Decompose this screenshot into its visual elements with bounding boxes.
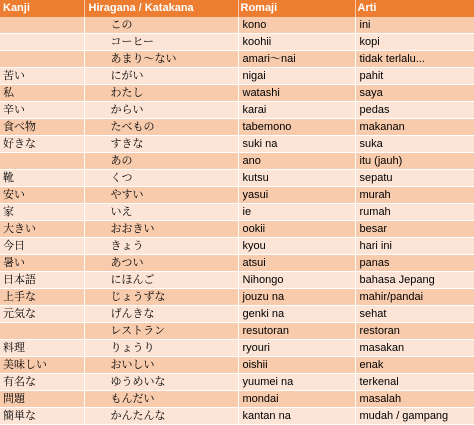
kana-cell: たべもの	[84, 119, 238, 136]
kanji-cell: 苦い	[0, 68, 84, 85]
kana-cell: にがい	[84, 68, 238, 85]
header-hiragana-katakana: Hiragana / Katakana	[84, 0, 238, 17]
arti-cell: enak	[355, 357, 474, 374]
romaji-cell: koohii	[238, 34, 355, 51]
kana-cell: あつい	[84, 255, 238, 272]
romaji-cell: amari〜nai	[238, 51, 355, 68]
romaji-cell: suki na	[238, 136, 355, 153]
romaji-cell: watashi	[238, 85, 355, 102]
table-row	[0, 187, 474, 204]
kanji-cell: 安い	[0, 187, 84, 204]
table-row	[0, 357, 474, 374]
romaji-cell: karai	[238, 102, 355, 119]
kana-cell: りょうり	[84, 340, 238, 357]
kana-cell: おおきい	[84, 221, 238, 238]
table-row	[0, 119, 474, 136]
arti-cell: masakan	[355, 340, 474, 357]
kanji-cell: 靴	[0, 170, 84, 187]
table-row	[0, 272, 474, 289]
table-row	[0, 204, 474, 221]
kanji-cell: 大きい	[0, 221, 84, 238]
table-row	[0, 374, 474, 391]
table-row	[0, 255, 474, 272]
kanji-cell: 問題	[0, 391, 84, 408]
table-row	[0, 102, 474, 119]
kana-cell: げんきな	[84, 306, 238, 323]
arti-cell: bahasa Jepang	[355, 272, 474, 289]
table-row	[0, 221, 474, 238]
kanji-cell	[0, 153, 84, 170]
arti-cell: murah	[355, 187, 474, 204]
kana-cell: もんだい	[84, 391, 238, 408]
kanji-cell	[0, 51, 84, 68]
arti-cell: mudah / gampang	[355, 408, 474, 425]
kana-cell: ゆうめいな	[84, 374, 238, 391]
table-row	[0, 323, 474, 340]
romaji-cell: kono	[238, 17, 355, 34]
kana-cell: からい	[84, 102, 238, 119]
kana-cell: いえ	[84, 204, 238, 221]
kanji-cell	[0, 34, 84, 51]
table-row	[0, 340, 474, 357]
arti-cell: pahit	[355, 68, 474, 85]
romaji-cell: mondai	[238, 391, 355, 408]
romaji-cell: jouzu na	[238, 289, 355, 306]
table-row	[0, 289, 474, 306]
romaji-cell: ookii	[238, 221, 355, 238]
arti-cell: ini	[355, 17, 474, 34]
romaji-cell: yasui	[238, 187, 355, 204]
arti-cell: hari ini	[355, 238, 474, 255]
kanji-cell: 簡単な	[0, 408, 84, 425]
header-row	[0, 0, 474, 17]
kanji-cell: 日本語	[0, 272, 84, 289]
arti-cell: itu (jauh)	[355, 153, 474, 170]
romaji-cell: oishii	[238, 357, 355, 374]
kana-cell: やすい	[84, 187, 238, 204]
kanji-cell	[0, 323, 84, 340]
kana-cell: にほんご	[84, 272, 238, 289]
table-row	[0, 17, 474, 34]
kanji-cell: 料理	[0, 340, 84, 357]
arti-cell: terkenal	[355, 374, 474, 391]
kana-cell: レストラン	[84, 323, 238, 340]
table-row	[0, 238, 474, 255]
kana-cell: きょう	[84, 238, 238, 255]
table-row	[0, 68, 474, 85]
romaji-cell: Nihongo	[238, 272, 355, 289]
arti-cell: makanan	[355, 119, 474, 136]
arti-cell: rumah	[355, 204, 474, 221]
romaji-cell: ano	[238, 153, 355, 170]
kana-cell: すきな	[84, 136, 238, 153]
table-row	[0, 153, 474, 170]
header-arti: Arti	[355, 0, 474, 17]
romaji-cell: genki na	[238, 306, 355, 323]
table-row	[0, 306, 474, 323]
arti-cell: restoran	[355, 323, 474, 340]
romaji-cell: ryouri	[238, 340, 355, 357]
arti-cell: besar	[355, 221, 474, 238]
table-row	[0, 85, 474, 102]
arti-cell: sehat	[355, 306, 474, 323]
kanji-cell: 家	[0, 204, 84, 221]
table-row	[0, 391, 474, 408]
romaji-cell: kutsu	[238, 170, 355, 187]
header-kanji: Kanji	[0, 0, 84, 17]
arti-cell: mahir/pandai	[355, 289, 474, 306]
header-romaji: Romaji	[238, 0, 355, 17]
romaji-cell: kantan na	[238, 408, 355, 425]
arti-cell: masalah	[355, 391, 474, 408]
kanji-cell: 私	[0, 85, 84, 102]
kanji-cell: 美味しい	[0, 357, 84, 374]
kanji-cell: 食べ物	[0, 119, 84, 136]
arti-cell: pedas	[355, 102, 474, 119]
arti-cell: tidak terlalu...	[355, 51, 474, 68]
table-row	[0, 408, 474, 425]
kanji-cell	[0, 17, 84, 34]
kanji-cell: 暑い	[0, 255, 84, 272]
kana-cell: あの	[84, 153, 238, 170]
kana-cell: かんたんな	[84, 408, 238, 425]
kanji-cell: 今日	[0, 238, 84, 255]
romaji-cell: ie	[238, 204, 355, 221]
romaji-cell: nigai	[238, 68, 355, 85]
romaji-cell: tabemono	[238, 119, 355, 136]
romaji-cell: resutoran	[238, 323, 355, 340]
kanji-cell: 元気な	[0, 306, 84, 323]
kana-cell: あまり〜ない	[84, 51, 238, 68]
arti-cell: suka	[355, 136, 474, 153]
table-row	[0, 170, 474, 187]
arti-cell: sepatu	[355, 170, 474, 187]
kanji-cell: 上手な	[0, 289, 84, 306]
kana-cell: コーヒー	[84, 34, 238, 51]
kanji-cell: 有名な	[0, 374, 84, 391]
kana-cell: じょうずな	[84, 289, 238, 306]
table-row	[0, 51, 474, 68]
kanji-cell: 好きな	[0, 136, 84, 153]
romaji-cell: yuumei na	[238, 374, 355, 391]
kana-cell: おいしい	[84, 357, 238, 374]
arti-cell: kopi	[355, 34, 474, 51]
arti-cell: panas	[355, 255, 474, 272]
kanji-cell: 辛い	[0, 102, 84, 119]
kana-cell: くつ	[84, 170, 238, 187]
table-row	[0, 136, 474, 153]
arti-cell: saya	[355, 85, 474, 102]
romaji-cell: atsui	[238, 255, 355, 272]
table-row	[0, 34, 474, 51]
romaji-cell: kyou	[238, 238, 355, 255]
kana-cell: この	[84, 17, 238, 34]
kana-cell: わたし	[84, 85, 238, 102]
